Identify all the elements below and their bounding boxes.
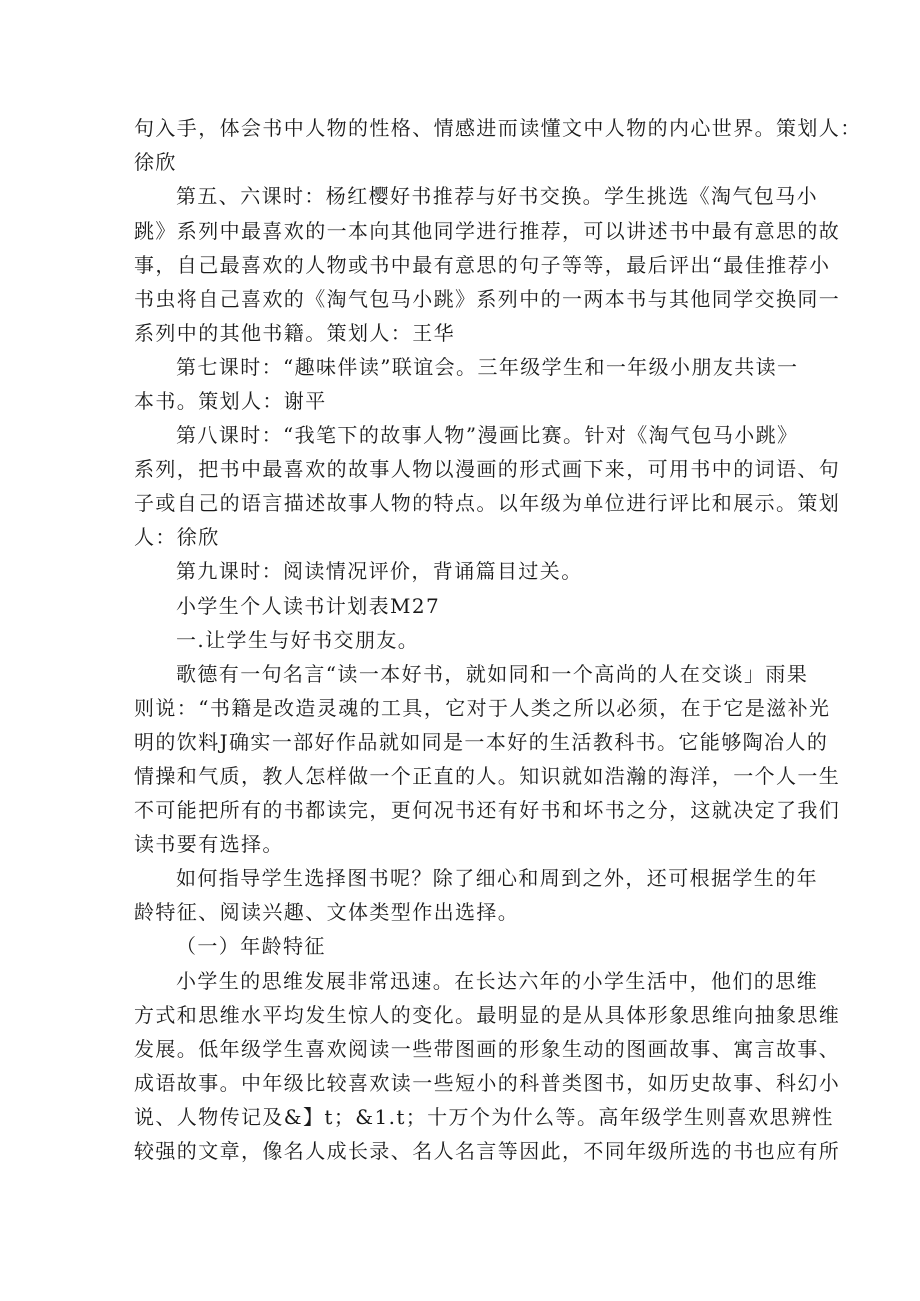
text-line: 明的饮料J确实一部好作品就如同是一本好的生活教科书。它能够陶冶人的 bbox=[134, 730, 829, 754]
text-line: 系列，把书中最喜欢的故事人物以漫画的形式画下来，可用书中的词语、句 bbox=[134, 457, 841, 481]
text-line: 第八课时：“我笔下的故事人物”漫画比赛。针对《淘气包马小跳》 bbox=[176, 423, 799, 447]
text-line: 情操和气质，教人怎样做一个正直的人。知识就如浩瀚的海洋，一个人一生 bbox=[134, 764, 841, 788]
text-line: 第五、六课时：杨红樱好书推荐与好书交换。学生挑选《淘气包马小 bbox=[176, 184, 818, 208]
text-line: 事，自己最喜欢的人物或书中最有意思的句子等等，最后评出“最佳推荐小 bbox=[134, 253, 831, 277]
text-line: 徐欣 bbox=[134, 150, 177, 174]
text-line: 成语故事。中年级比较喜欢读一些短小的科普类图书，如历史故事、科幻小 bbox=[134, 1071, 841, 1095]
text-line: 龄特征、阅读兴趣、文体类型作出选择。 bbox=[134, 900, 520, 924]
text-line: 第七课时：“趣味伴读”联谊会。三年级学生和一年级小朋友共读一 bbox=[176, 355, 799, 379]
text-line: 系列中的其他书籍。策划人：王华 bbox=[134, 321, 455, 345]
text-line: 方式和思维水平均发生惊人的变化。最明显的是从具体形象思维向抽象思维 bbox=[134, 1003, 841, 1027]
section-heading: 一.让学生与好书交朋友。 bbox=[176, 628, 420, 652]
text-line: 发展。低年级学生喜欢阅读一些带图画的形象生动的图画故事、寓言故事、 bbox=[134, 1037, 841, 1061]
text-line: 本书。策划人：谢平 bbox=[134, 389, 327, 413]
text-line: 说、人物传记及&】t；&1.t；十万个为什么等。高年级学生则喜欢思辨性 bbox=[134, 1105, 834, 1129]
section-title: 小学生个人读书计划表M27 bbox=[176, 594, 441, 618]
text-line: 人：徐欣 bbox=[134, 525, 220, 549]
text-line: 句入手，体会书中人物的性格、情感进而读懂文中人物的内心世界。策划人： bbox=[134, 116, 862, 140]
text-line: 读书要有选择。 bbox=[134, 832, 284, 856]
text-line: 较强的文章，像名人成长录、名人名言等因此，不同年级所选的书也应有所 bbox=[134, 1139, 841, 1163]
text-line: 子或自己的语言描述故事人物的特点。以年级为单位进行评比和展示。策划 bbox=[134, 491, 841, 515]
text-line: 如何指导学生选择图书呢？除了细心和周到之外，还可根据学生的年 bbox=[176, 866, 818, 890]
text-line: 第九课时：阅读情况评价，背诵篇目过关。 bbox=[176, 559, 583, 583]
text-line: 歌德有一句名言“读一本好书，就如同和一个高尚的人在交谈」雨果 bbox=[176, 662, 809, 686]
text-line: 跳》系列中最喜欢的一本向其他同学进行推荐，可以讲述书中最有意思的故 bbox=[134, 219, 841, 243]
text-line: 小学生的思维发展非常迅速。在长达六年的小学生活中，他们的思维 bbox=[176, 969, 818, 993]
text-line: 不可能把所有的书都读完，更何况书还有好书和坏书之分，这就决定了我们 bbox=[134, 798, 841, 822]
text-line: 则说：“书籍是改造灵魂的工具，它对于人类之所以必须，在于它是滋补光 bbox=[134, 696, 831, 720]
text-line: 书虫将自己喜欢的《淘气包马小跳》系列中的一两本书与其他同学交换同一 bbox=[134, 287, 841, 311]
subsection-heading: （一）年龄特征 bbox=[176, 934, 326, 958]
